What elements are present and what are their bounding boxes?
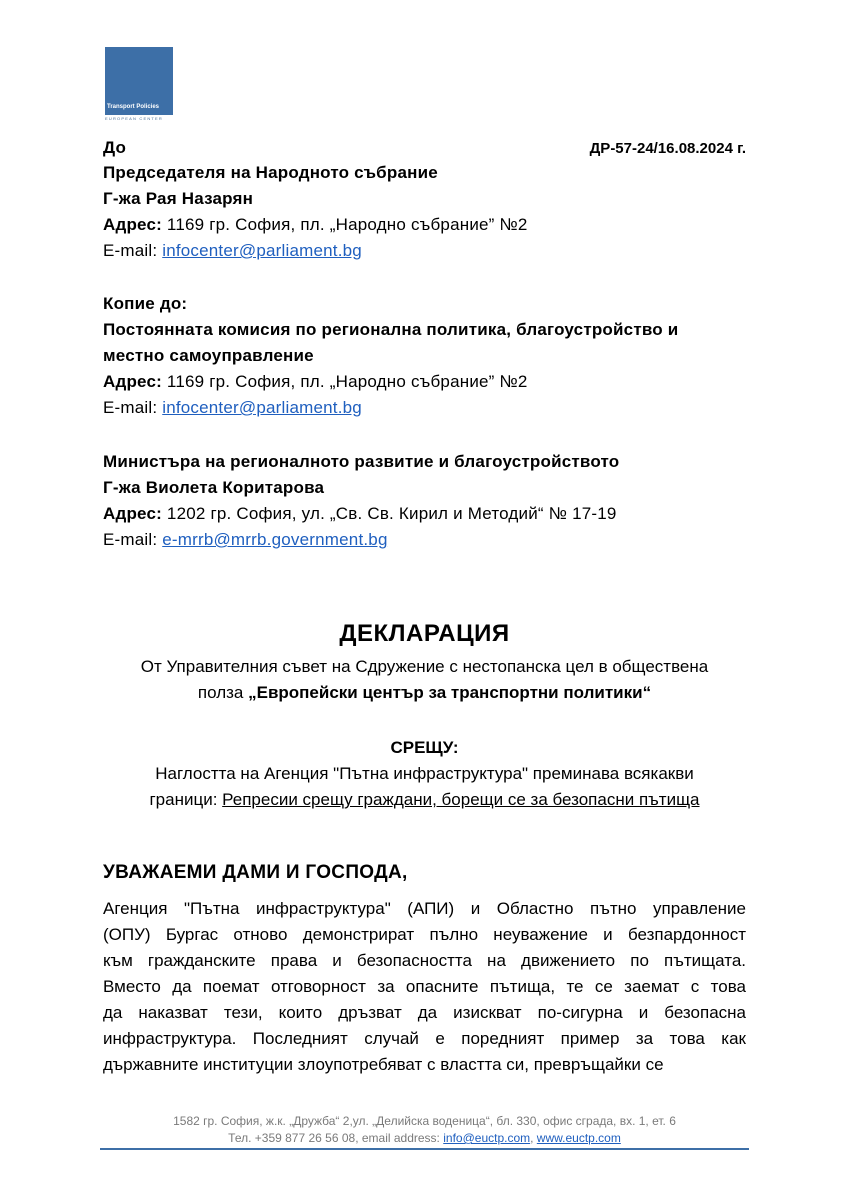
footer-website-link[interactable]: www.euctp.com bbox=[536, 1131, 621, 1145]
body-line: Вместо да поемат отговорност за опасните пътища, те се заемат с това bbox=[103, 977, 746, 996]
to-label: До bbox=[103, 138, 127, 157]
footer-address: 1582 гр. София, ж.к. „Дружба“ 2,ул. „Делийска воденица“, бл. 330, офис сграда, вх. 1, ет. 6 bbox=[173, 1114, 676, 1128]
footer-phone: Тел. +359 877 26 56 08, email address: bbox=[228, 1131, 444, 1145]
copy-address bbox=[103, 369, 528, 395]
copy-title-line2: местно самоуправление bbox=[103, 346, 314, 365]
organization-name: „Европейски център за транспортни политики“ bbox=[248, 683, 652, 702]
copy-label: Копие до: bbox=[103, 294, 188, 313]
logo-subtitle: EUROPEAN CENTER bbox=[105, 116, 164, 121]
against-subject: Репресии срещу граждани, борещи се за безопасни пътища bbox=[222, 790, 700, 809]
address-label: Адрес: bbox=[103, 504, 162, 523]
minister-email bbox=[103, 527, 388, 553]
address-label: Адрес: bbox=[103, 372, 162, 391]
address-value: 1169 гр. София, пл. „Народно събрание” №2 bbox=[162, 215, 528, 234]
logo-title: Transport Policies bbox=[107, 104, 160, 110]
footer-contacts bbox=[100, 1130, 749, 1147]
footer-separator: , bbox=[530, 1131, 537, 1145]
copy-email-link[interactable]: infocenter@parliament.bg bbox=[162, 398, 362, 417]
address-label: Адрес: bbox=[103, 215, 162, 234]
minister-address bbox=[103, 501, 617, 527]
minister-name: Г-жа Виолета Коритарова bbox=[103, 478, 325, 497]
logo bbox=[105, 47, 173, 115]
address-value: 1169 гр. София, пл. „Народно събрание” №2 bbox=[162, 372, 528, 391]
body-line: (ОПУ) Бургас отново демонстрират пълно неуважение и безпардонност bbox=[103, 925, 746, 944]
copy-email bbox=[103, 395, 362, 421]
body-line: да наказват тези, които дръзват да изискват по-сигурна и безопасна bbox=[103, 1003, 746, 1022]
minister-email-link[interactable]: e-mrrb@mrrb.government.bg bbox=[162, 530, 388, 549]
email-label: E-mail: bbox=[103, 530, 163, 549]
recipient-email bbox=[103, 238, 362, 264]
recipient-title: Председателя на Народното събрание bbox=[103, 163, 438, 182]
body-line: към гражданските права и безопасността на движението по пътищата. bbox=[103, 951, 746, 970]
declaration-from-line1: От Управителния съвет на Сдружение с нестопанска цел в обществена bbox=[140, 657, 709, 676]
recipient-email-link[interactable]: infocenter@parliament.bg bbox=[162, 241, 362, 260]
declaration-from-line2 bbox=[103, 680, 746, 706]
from-prefix: полза bbox=[197, 683, 249, 702]
against-line1: Наглостта на Агенция "Пътна инфраструктура" преминава всякакви bbox=[155, 764, 694, 783]
body-line: Агенция "Пътна инфраструктура" (АПИ) и Областно пътно управление bbox=[103, 899, 746, 918]
against-label: СРЕЩУ: bbox=[390, 738, 459, 757]
document-reference: ДР-57-24/16.08.2024 г. bbox=[589, 140, 746, 157]
body-line: държавните институции злоупотребяват с властта си, превръщайки се bbox=[103, 1055, 664, 1074]
recipient-name: Г-жа Рая Назарян bbox=[103, 189, 254, 208]
declaration-title: ДЕКЛАРАЦИЯ bbox=[339, 620, 510, 647]
email-label: E-mail: bbox=[103, 398, 163, 417]
against-line2 bbox=[103, 787, 746, 813]
address-value: 1202 гр. София, ул. „Св. Св. Кирил и Методий“ № 17-19 bbox=[162, 504, 617, 523]
copy-title-line1: Постоянната комисия по регионална политика, благоустройство и bbox=[103, 320, 679, 339]
against-prefix: граници: bbox=[149, 790, 223, 809]
recipient-address bbox=[103, 212, 528, 238]
body-paragraph bbox=[103, 896, 746, 1078]
body-line: инфраструктура. Последният случай е поредният пример за това как bbox=[103, 1029, 746, 1048]
footer-email-link[interactable]: info@euctp.com bbox=[443, 1131, 531, 1145]
email-label: E-mail: bbox=[103, 241, 163, 260]
minister-title: Министъра на регионалното развитие и благоустройството bbox=[103, 452, 620, 471]
salutation: УВАЖАЕМИ ДАМИ И ГОСПОДА, bbox=[103, 862, 408, 883]
footer-divider bbox=[100, 1148, 749, 1150]
